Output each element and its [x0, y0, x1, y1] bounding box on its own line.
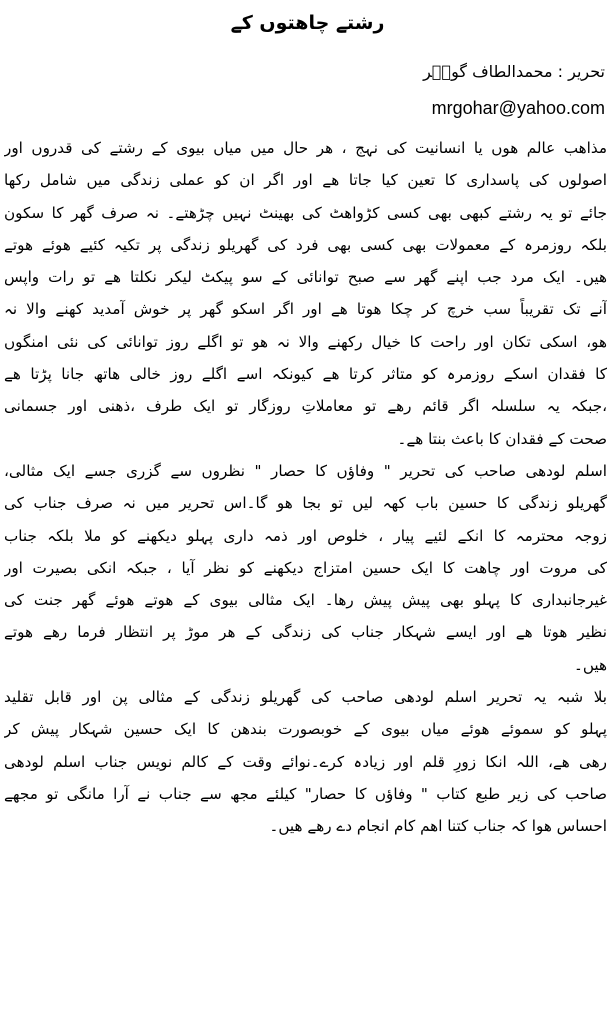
text-line: مذاھب عالم ھوں یا انسانیت کی نہج ، ھر حال میں میاں بیوی کے رشتے کی قدروں اور [4, 139, 607, 157]
document-title: رشتے چاھتوں کے [230, 12, 385, 34]
text-line: اصولوں کی پاسداری کا تعین کیا جاتا ھے اور اگر ان کو عملی زندگی میں شامل رکھا [4, 171, 607, 190]
text-line: کی مروت اور چاھت کا ایک حسین امتزاج دیکھنے کو نظر آیا ، جبکہ انکی بصیرت اور [4, 558, 607, 577]
paragraph-2 [4, 455, 607, 681]
text-line: نظیر ھوتا ھے اور ایسے شہکار جناب کی زندگی کے ھر موڑ پر انتظار فرما رھے ھوتے [4, 623, 607, 642]
text-line: ھیں۔ ایک مرد جب اپنے گھر سے صبح توانائی کے سو پیکٹ لیکر نکلتا ھے تو رات واپس [4, 268, 607, 287]
text-line: اسلم لودھی صاحب کی تحریر " وفاؤں کا حصار " نظروں سے گزری جسے ایک مثالی، [4, 461, 607, 480]
text-line: زوجہ محترمہ کا انکے لئیے پیار ، خلوص اور ذمہ داری پہلو دیکھنے کو ملا بلکہ جناب [4, 526, 607, 545]
text-line: صاحب کی زیر طبع کتاب " وفاؤں کا حصار" کیلئے مجھ سے جناب نے آرا مانگی تو مجھے [4, 784, 607, 803]
text-line: کا فقدان اسکے روزمرہ کو متاثر کرتا ھے کیونکہ اسے اگلے روز خالی ھاتھ جانا پڑتا ھے [4, 365, 607, 384]
text-line: بلکہ روزمرہ کے معمولات بھی کسی بھی فرد کی گھریلو زندگی پر تکیہ کئیے ھوئے ھوتے [4, 235, 607, 254]
text-line: آنے تک تقریباً سب خرچ کر چکا ھوتا ھے اور اگر اسکو گھر پر خوش آمدید کھنے والا نہ [4, 300, 607, 319]
text-line: ھو، اسکی تکان اور راحت کا خیال رکھنے والا نہ ھو تو اگلے روز توانائی کی نئی امنگوں [4, 332, 607, 351]
text-line: ھیں۔ [573, 655, 607, 674]
text-line: پہلو کو سموئے ھوئے میاں بیوی کے خوبصورت بندھن کا ایک حسین شہکار پیش کر [4, 720, 607, 739]
paragraph-1 [4, 132, 607, 455]
article-body [4, 132, 607, 843]
author-line: تحریر : محمدالطاف گوہؔر [423, 62, 605, 81]
text-line: صحت کے فقدان کا باعث بنتا ھے۔ [397, 429, 607, 448]
text-line: رھی ھے، اللہ انکا زورِ قلم اور زیادہ کرے۔نوائے وقت کے کالم نویس جناب اسلم لودھی [4, 752, 607, 771]
text-line: غیرجانبداری کا پہلو بھی پیش پیش رھا۔ ایک مثالی بیوی کے ھوتے ھوئے گھر جنت کی [4, 591, 607, 610]
text-line: گھریلو زندگی کا حسین باب کھہ لیں تو بجا ھو گا۔اس تحریر میں نہ صرف جناب کی [4, 494, 607, 513]
paragraph-3 [4, 681, 607, 842]
text-line: احساس ھوا کہ جناب کتنا اھم کام انجام دے رھے ھیں۔ [269, 817, 607, 836]
text-line: بلا شبہ یہ تحریر اسلم لودھی صاحب کی گھریلو زندگی کے مثالی پن اور قابل تقلید [4, 688, 607, 707]
author-email: mrgohar@yahoo.com [431, 98, 605, 118]
text-line: جائے تو یہ رشتے کبھی بھی کسی کڑواھٹ کی بھینٹ نہیں چڑھتے۔ نہ صرف گھر کا سکون [4, 203, 607, 222]
text-line: ،جبکہ یہ سلسلہ اگر قائم رھے تو معاملاتِ روزگار تو ایک طرف ،ذھنی اور جسمانی [4, 397, 607, 416]
